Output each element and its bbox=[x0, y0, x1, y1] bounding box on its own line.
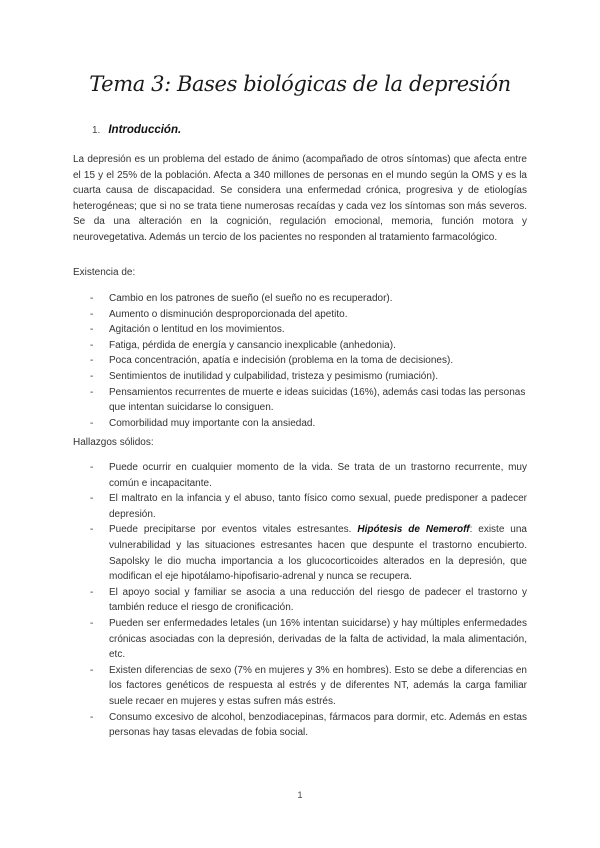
section-heading bbox=[92, 124, 181, 136]
page-title: Tema 3: Bases biológicas de la depresión bbox=[89, 72, 511, 96]
list-item: - Puede ocurrir en cualquier momento de la vida. Se trata de un trastorno recurrente, muy común e incapacitante. bbox=[90, 462, 527, 489]
list-item: - Pueden ser enfermedades letales (un 16% intentan suicidarse) y hay múltiples enfermedades crónicas asociadas con la depresión, derivadas de la falta de actividad, la mala alimentación, etc. bbox=[90, 617, 527, 661]
dash-bullet: - bbox=[90, 462, 94, 473]
list-item: - Pensamientos recurrentes de muerte e ideas suicidas (16%), además casi todas las personas que intentan suicidarse lo consiguen. bbox=[90, 386, 526, 414]
list-item: - Consumo excesivo de alcohol, benzodiacepinas, fármacos para dormir, etc. Además en estas personas hay tasas elevadas de fobia social. bbox=[90, 711, 527, 739]
dash-bullet: - bbox=[90, 617, 94, 629]
page-number: 1 bbox=[297, 790, 303, 800]
list-item: - Poca concentración, apatía e indecisión (problema en la toma de decisiones). bbox=[73, 353, 527, 369]
dash-bullet: - bbox=[90, 324, 94, 336]
dash-bullet: - bbox=[90, 293, 94, 304]
hallazgos-list bbox=[73, 460, 527, 741]
dash-bullet: - bbox=[90, 308, 94, 320]
nemeroff-emphasis: Hipótesis de Nemeroff bbox=[357, 524, 470, 536]
list-item: - Existen diferencias de sexo (7% en mujeres y 3% en hombres). Esto se debe a diferencias en los factores genéticos de respuesta al estrés y de diferentes NT, además la carga familiar suele recaer en mujeres y estas sufren más estrés. bbox=[90, 664, 527, 707]
existencia-list bbox=[73, 291, 527, 431]
list-item: - Fatiga, pérdida de energía y cansancio inexplicable (anhedonia). bbox=[73, 338, 527, 354]
dash-bullet: - bbox=[90, 711, 94, 723]
list-item: - Comorbilidad muy importante con la ansiedad. bbox=[73, 416, 527, 432]
list-item: - El apoyo social y familiar se asocia a una reducción del riesgo de padecer el trastorno y también reduce el riesgo de cronificación. bbox=[90, 586, 527, 614]
dash-bullet: - bbox=[90, 586, 94, 598]
list-item: - El maltrato en la infancia y el abuso, tanto físico como sexual, puede predisponer a padecer depresión. bbox=[90, 493, 527, 520]
dash-bullet: - bbox=[90, 417, 94, 429]
list-item: - Cambio en los patrones de sueño (el sueño no es recuperador). bbox=[73, 291, 527, 307]
list-item: - Puede precipitarse por eventos vitales estresantes. Hipótesis de Nemeroff: existe una vulnerabilidad y las situaciones estresantes hacen que despunte el trastorno encubierto. Sapolsky le dio mucha importancia a los glucocorticoides alterados en la depresión, que modifican el eje hipotálamo-hipofisario-adrenal y nunca se recupera. bbox=[90, 524, 527, 583]
dash-bullet: - bbox=[90, 493, 94, 505]
dash-bullet: - bbox=[90, 664, 94, 676]
section-heading-text: Introducción. bbox=[108, 124, 182, 136]
dash-bullet: - bbox=[90, 339, 94, 351]
list-item: - Sentimientos de inutilidad y culpabilidad, tristeza y pesimismo (rumiación). bbox=[73, 369, 527, 385]
section-number: 1. bbox=[92, 125, 101, 136]
dash-bullet: - bbox=[90, 524, 94, 536]
list-item: - Agitación o lentitud en los movimientos. bbox=[73, 322, 527, 338]
intro-paragraph: La depresión es un problema del estado de ánimo (acompañado de otros síntomas) que afecta entre el 15 y el 25% de la población. Afecta a 340 millones de personas en el mundo según la OMS y es la cuarta causa de discapacidad. Se considera una enfermedad crónica, progresiva y de etiologías heterogéneas; que si no se trata tiene numerosas recaídas y cada vez los síntomas son más severos. Se da una alteración en la cognición, regulación emocional, memoria, función motora y neurovegetativa. Además un tercio de los pacientes no responden al tratamiento farmacológico. bbox=[73, 154, 527, 243]
hallazgos-label: Hallazgos sólidos: bbox=[73, 437, 154, 448]
dash-bullet: - bbox=[90, 370, 94, 382]
existencia-label: Existencia de: bbox=[73, 267, 136, 278]
list-item: - Aumento o disminución desproporcionada del apetito. bbox=[73, 307, 527, 323]
dash-bullet: - bbox=[90, 355, 94, 367]
dash-bullet: - bbox=[90, 386, 94, 398]
